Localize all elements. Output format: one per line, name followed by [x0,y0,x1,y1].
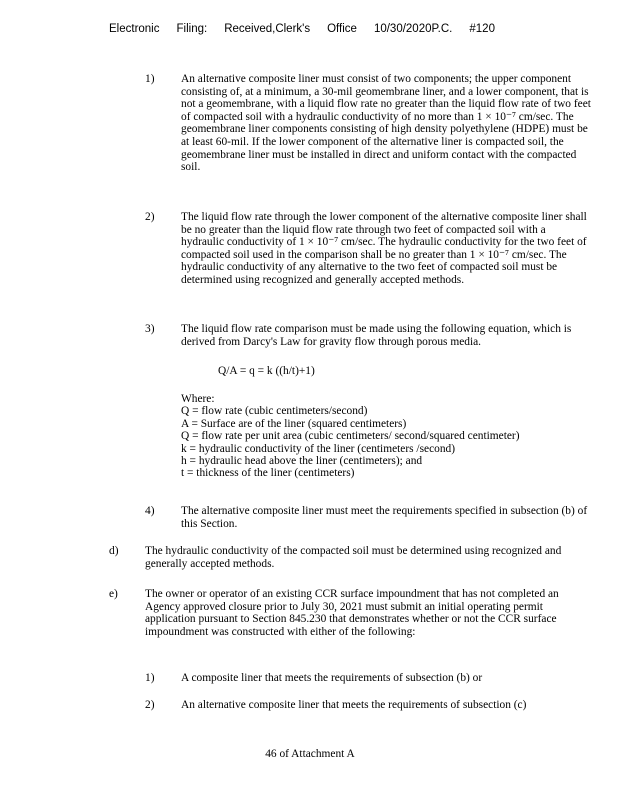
where-label: Where: [181,393,215,405]
item-text: An alternative composite liner that meets the requirements of subsection (c) [181,699,527,711]
item-text: The hydraulic conductivity of the compacted soil must be determined using recognized and generally accepted methods. [145,545,562,570]
item-text: A composite liner that meets the requirements of subsection (b) or [181,672,483,684]
variable-definitions [181,393,520,480]
definition-line: k = hydraulic conductivity of the liner (centimeters /second) [181,442,456,455]
item-number: 2) [145,211,155,223]
item-number: 2) [145,699,155,711]
item-number: 1) [145,73,155,85]
item-text: The alternative composite liner must meet the requirements specified in subsection (b) of this Section. [181,505,588,530]
definition-line: h = hydraulic head above the liner (centimeters); and [181,455,423,468]
item-text: The liquid flow rate through the lower component of the alternative composite liner shall be no greater than the liquid flow rate through two feet of compacted soil with a hydraulic conductivity of 1 × 10⁻⁷ cm/sec. The hydraulic conductivity for the two feet of compacted soil used in the comparison shall be no greater than 1 × 10⁻⁷ cm/sec. The hydraulic conductivity of any alternative to the two feet of compacted soil must be determined using recognized and generally accepted methods. [181,211,587,286]
item-number: e) [109,588,118,600]
definition-line: t = thickness of the liner (centimeters) [181,467,355,480]
darcy-equation: Q/A = q = k ((h/t)+1) [218,365,315,377]
header-received: Received,Clerk's [224,23,311,35]
definition-line: Q = flow rate (cubic centimeters/second) [181,405,368,418]
definition-line: Q = flow rate per unit area (cubic centimeters/ second/squared centimeter) [181,430,520,443]
header-filing: Filing: [176,23,208,35]
page-number: 46 of Attachment A [265,748,355,760]
header-number: #120 [469,23,495,35]
header-office: Office [327,23,357,35]
item-text: An alternative composite liner must consist of two components; the upper component consisting of, at a minimum, a 30-mil geomembrane liner, and a lower component, that is not a geomembrane, with a liquid flow rate no greater than the liquid flow rate of two feet of compacted soil with a hydraulic conductivity of no more than 1 × 10⁻⁷ cm/sec. The geomembrane liner components consisting of high density polyethylene (HDPE) must be at least 60-mil. If the lower component of the alternative liner is compacted soil, the geomembrane liner must be installed in direct and uniform contact with the compacted soil. [181,73,591,174]
definition-line: A = Surface are of the liner (squared centimeters) [181,417,407,430]
item-text: The liquid flow rate comparison must be made using the following equation, which is derived from Darcy's Law for gravity flow through porous media. [181,323,572,348]
item-text: The owner or operator of an existing CCR surface impoundment that has not completed an Agency approved closure prior to July 30, 2021 must submit an initial operating permit application pursuant to Section 845.230 that demonstrates whether or not the CCR surface impoundment was constructed with either of the following: [145,588,559,638]
header-date: 10/30/2020P.C. [373,23,453,35]
page-footer [0,748,618,760]
item-number: d) [109,545,119,557]
header-electronic: Electronic [109,23,160,35]
item-number: 3) [145,323,155,335]
item-number: 1) [145,672,155,684]
filing-header [109,23,512,35]
item-number: 4) [145,505,155,517]
